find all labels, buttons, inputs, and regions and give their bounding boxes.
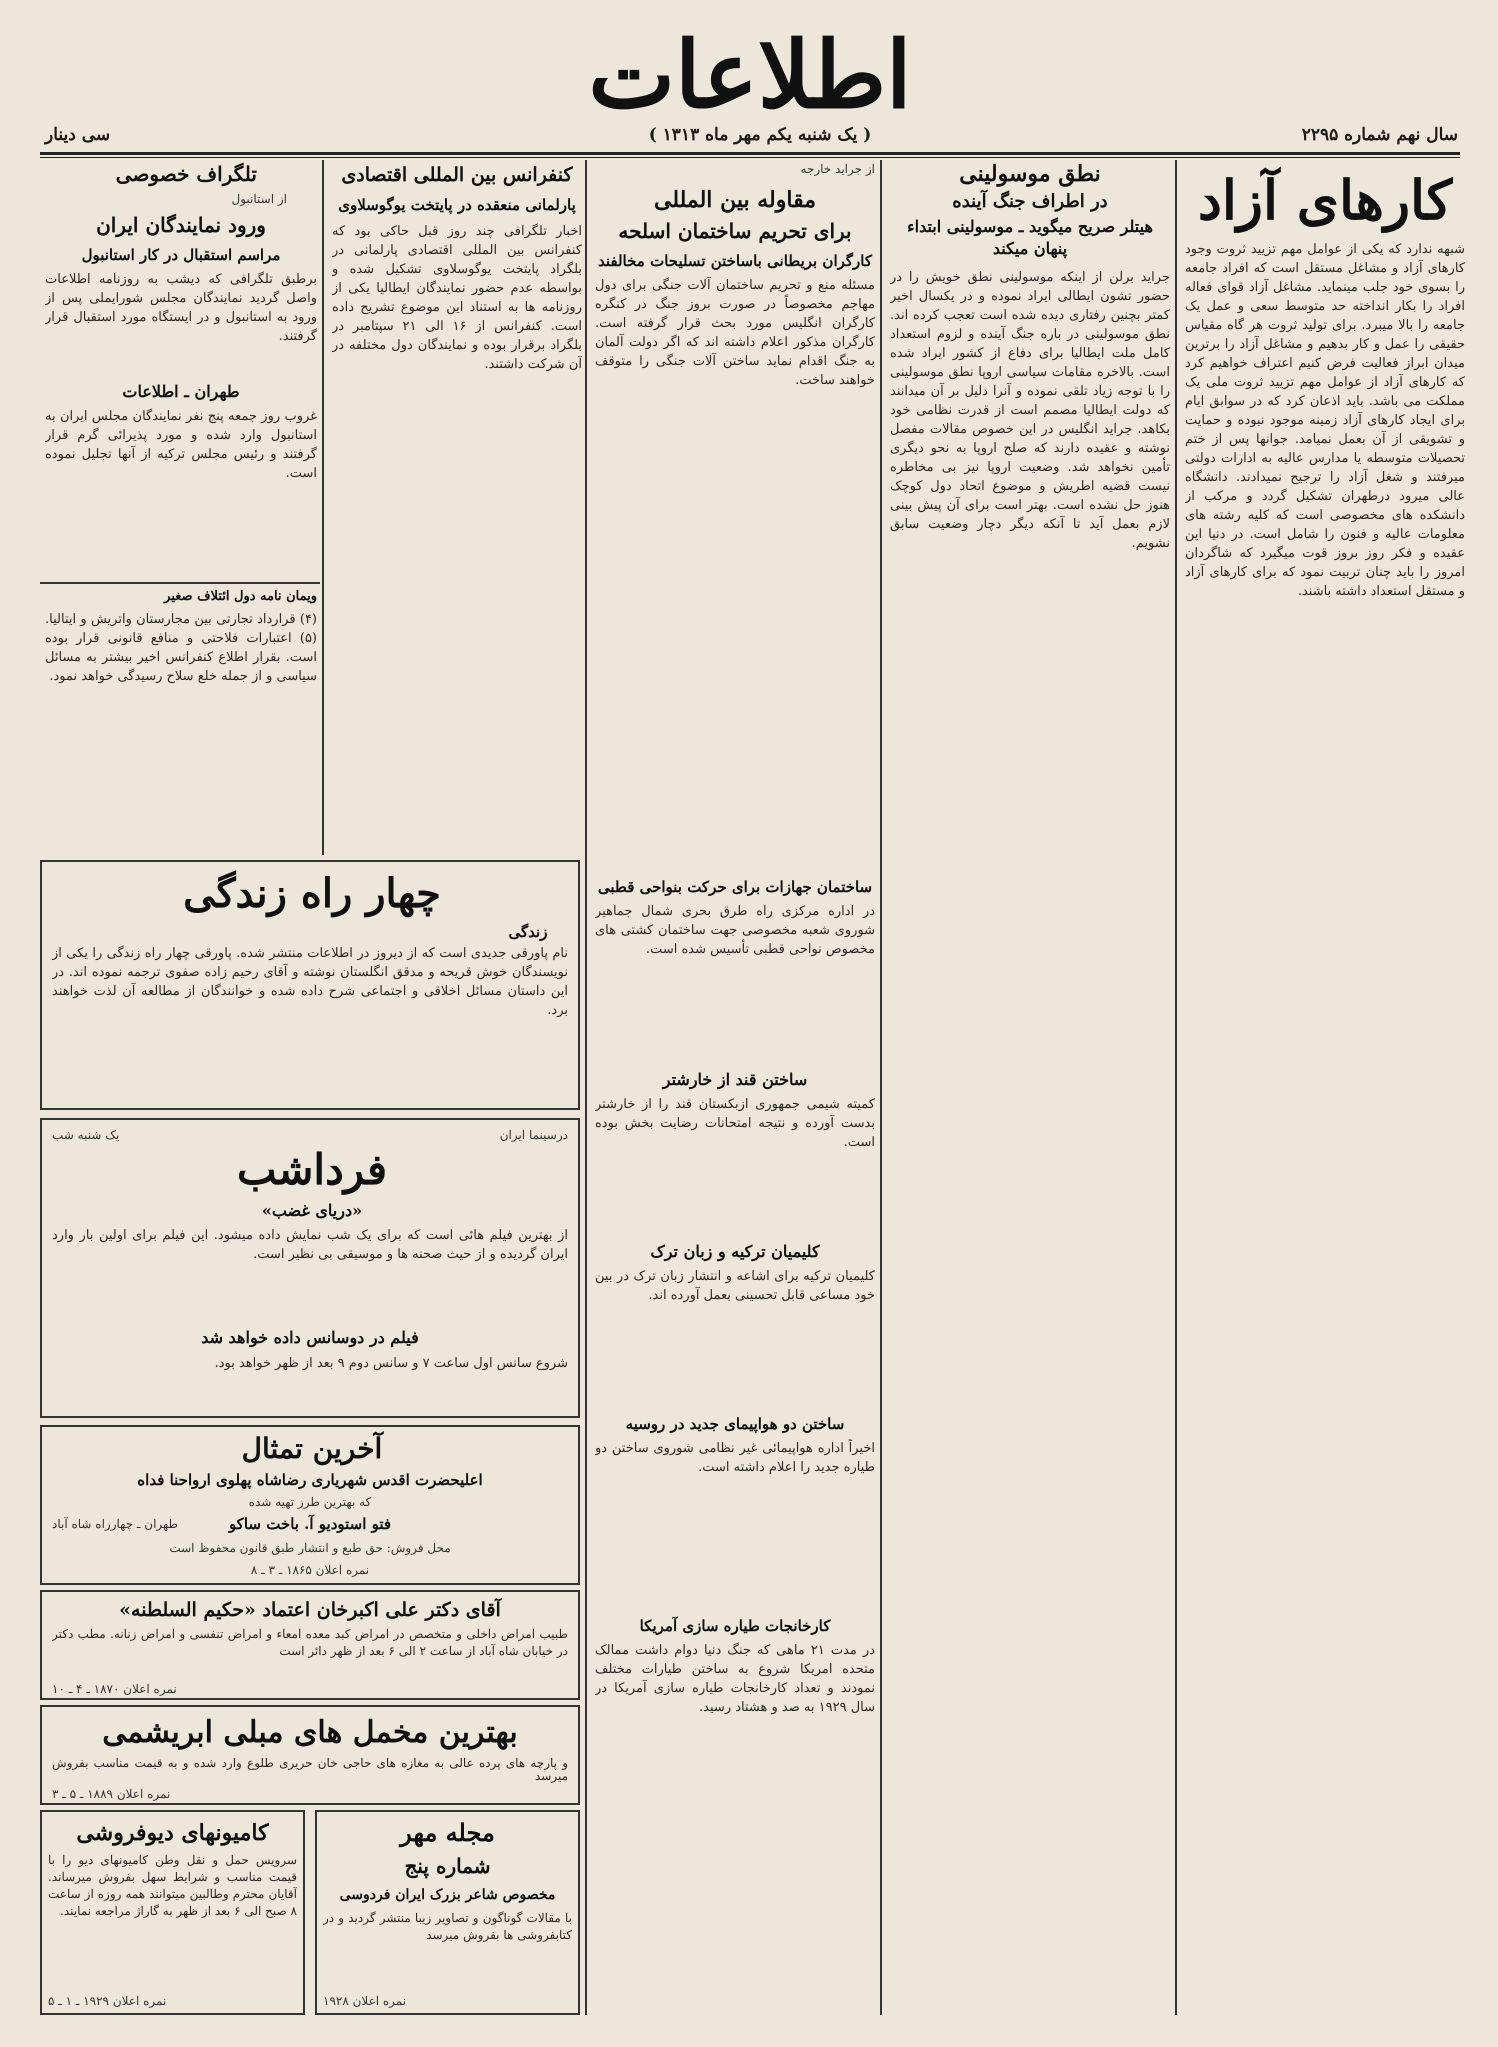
article-body: در مدت ۲۱ ماهی که جنگ دنیا دوام داشت ممالک متحده امریکا شروع به ساختن طیارات مختلف نمودند و تعداد کارخانجات طیاره سازی آمریکا در سال ۱۹۲۹ به صد و هشتاد رسید. [595, 1643, 875, 1715]
box-body: شروع سانس اول ساعت ۷ و سانس دوم ۹ بعد از ظهر خواهد بود. [214, 1356, 568, 1371]
article-source: از استانبول [231, 192, 287, 206]
ad-address: طهران ـ چهارراه شاه آباد [52, 1517, 179, 1531]
article-body: (۴) قرارداد تجارتی بین مجارستان واتریش و ایتالیا. (۵) اعتبارات فلاحتی و منافع قانونی قرار بوده است. بقرار اطلاع کنفرانس اخیر بیشتر به مسائل سیاسی و از جمله خلع سلاح رسیدگی خواهد نمود. [45, 612, 317, 684]
ad-title: کامیونهای دیوفروشی [76, 1820, 269, 1846]
ad-number: نمره اعلان ۱۸۶۵ ـ ۳ ـ ۸ [250, 1563, 370, 1577]
ad-issue: شماره پنج [404, 1854, 491, 1878]
section-heading: کارخانجات طیاره سازی آمریکا [639, 1617, 831, 1635]
article-title: مقاوله بین المللی [653, 187, 816, 213]
ad-number: نمره اعلان ۱۸۸۹ ـ ۵ ـ ۳ [52, 1787, 171, 1801]
article-deck: هیتلر صریح میگوید ـ موسولینی ابتداء پنهان میکند [907, 217, 1153, 258]
ad-number: نمره اعلان ۱۹۲۸ [323, 1994, 407, 2008]
article-subtitle: ورود نمایندگان ایران [96, 213, 266, 237]
section-heading: ساختمان جهازات برای حرکت بنواحی قطبی [597, 878, 873, 896]
article-subtitle: برای تحریم ساختمان اسلحه [618, 219, 852, 243]
box-body: از بهترین فیلم هائی است که برای یک شب نمایش داده میشود. این فیلم برای اولین بار وارد ایران گردیده و از حیث صحنه ها و موسیقی بی نظیر است. [52, 1228, 568, 1262]
section-heading: طهران ـ اطلاعات [122, 382, 240, 401]
ad-line: که بهترین طرز تهیه شده [248, 1495, 372, 1509]
ad-box [40, 1810, 305, 2015]
article-body: شبهه ندارد که یکی از عوامل مهم تزیید ثروت وجود کارهای آزاد و مشاغل مستقل است که افراد جامعه را بسوی خود جلب مینماید. مشاغل آزاد قوای فعاله افراد را بکار انداخته حد متوسط سعی و عمل یک جامعه را بالا میبرد. برای تولید ثروت هر گاه مقیاس حقیقی را عمل و کار بدهیم و مشاغل آزاد را برترین میدان ابراز فعالیت فرض کنیم اعتراف خواهیم کرد که کارهای آزاد از عوامل مهم تزیید ثروت ملی یک مملکت می باشد. باید اذعان کرد که در سوابق ایام برای ایجاد کارهای آزاد زمینه موجود نبوده و حمایت و تشویقی از آن بعمل نمیامد. جوانها پس از ختم تحصیلات متوسطه یا مدارس عالیه به ادارات دولتی میرفتند و شغل آزاد را ترجیح نمیدادند. دانشگاه عالی میرود درطهران تشکیل گردد و مرکب از دانشکده های مخصوصی است که کلیه رشته های معلومات عالیه و فنون را شامل است. در دنیا این عقیده و فکر روز بروز قوت میگیرد که شاگردان امروز را باید چنان تربیت نمود که برای کارهای آزاد و مستقل استعداد داشته باشند. [1185, 242, 1465, 599]
ad-title: آخرین تمثال [241, 1432, 383, 1465]
film-name: «دریای غضب» [261, 1201, 363, 1220]
ad-body: سرویس حمل و نقل وطن کامیونهای دیو را با قیمت مناسب و شرایط سهل بفروش میرساند. آقایان محترم وطالبین میتوانند همه روزه از ساعت ۸ صبح الی ۶ بعد از ظهر به گاراژ مراجعه نمایند. [48, 1853, 297, 1918]
ad-subtitle: مخصوص شاعر بزرک ایران فردوسی [339, 1887, 556, 1903]
column-divider [880, 160, 882, 2015]
ad-box [315, 1810, 580, 2015]
article-title: ویمان نامه دول ائتلاف صغیر [164, 589, 317, 604]
article-deck: مراسم استقبال در کار استانبول [81, 246, 281, 264]
ad-body: طبیب امراض داخلی و متخصص در امراض کبد معده امعاء و امراض تنفسی و امراض زنانه. مطب دکتر در خیابان شاه آباد از ساعت ۲ الی ۶ بعد از ظهر دائر است [52, 1627, 568, 1658]
article-body: اخبار تلگرافی چند روز قبل حاکی بود که کنفرانس بین المللی اقتصادی پارلمانی در بلگراد پایتخت یوگوسلاوی تشکیل شده و بواسطه عدم حضور نمایندگان ایطالیا یکی از روزنامه ها به استناد این موضوع تشریح داده است. کنفرانس از ۱۶ الی ۲۱ سپتامبر در بلگراد برقرار بوده و نمایندگان دول مختلفه در آن شرکت داشتند. [332, 224, 582, 372]
article-title: کنفرانس بین المللی اقتصادی [341, 164, 573, 186]
issue-date: ( یک شنبه یکم مهر ماه ۱۳۱۳ ) [648, 125, 872, 145]
ad-box [40, 1590, 580, 1700]
column-divider [585, 160, 587, 2015]
box-body: نام پاورقی جدیدی است که از دیروز در اطلاعات منتشر شده. پاورقی چهار راه زندگی را یکی از نویسندگان خوش قریحه و مدقق انگلستان نوشته و آقای رحیم زاده صفوی ترجمه نموده اند. در این داستان مسائل اخلاقی و اجتماعی شرح داده شده و خوانندگان از مطالعه آن لذت خواهند برد. [52, 946, 568, 1018]
section-heading: ساختن دو هواپیمای جدید در روسیه [625, 1415, 845, 1433]
column-divider [322, 160, 324, 855]
article-source: از جراید خارجه [800, 162, 875, 176]
cinema-name: درسینما ایران [499, 1128, 568, 1142]
ad-subtitle: اعلیحضرت اقدس شهریاری رضاشاه پهلوی ارواحنا فداه [137, 1471, 483, 1489]
ad-number: نمره اعلان ۱۸۷۰ ـ ۴ ـ ۱۰ [52, 1682, 177, 1696]
film-date: یک شنبه شب [52, 1128, 120, 1142]
article-body: کمیته شیمی جمهوری ازبکستان قند را از خارشتر بدست آورده و نتیجه امتحانات رضایت بخش بوده است. [595, 1097, 875, 1150]
ad-body: و پارچه های پرده عالی به مغازه های حاجی خان حریری طلوع وارد شده و به قیمت مناسب بفروش میرسد [52, 1757, 568, 1783]
article-body: مسئله منع و تحریم ساختمان آلات جنگی برای دول مهاجم مخصوصاً در صورت بروز جنگ در کنگره کارگران انگلیس مورد بحث قرار گرفته است. کارگران مذکور اعلام داشته اند که اگر دولت آلمان به جنگ اقدام نماید ساختن آلات جنگی را متوقف خواهند ساخت. [595, 278, 875, 388]
ad-box [40, 1425, 580, 1585]
article-title: تلگراف خصوصی [115, 162, 257, 186]
section-heading: ساختن قند از خارشتر [662, 1070, 808, 1089]
ad-title: بهترین مخمل های مبلی ابریشمی [102, 1715, 518, 1750]
ad-body: با مقالات گوناگون و تصاویر زیبا منتشر گردید و در کتابفروشی ها بفروش میرسد [323, 1911, 572, 1942]
masthead-rule [40, 152, 1460, 155]
article-body: اخیراً اداره هواپیمائی غیر نظامی شوروی ساختن دو طیاره جدید را اعلام داشته است. [595, 1441, 875, 1475]
ad-number: نمره اعلان ۱۹۲۹ ـ ۱ ـ ۵ [48, 1994, 167, 2008]
ad-body: محل فروش: حق طبع و انتشار طبق قانون محفوظ است [169, 1541, 451, 1555]
article-deck: کارگران بریطانی باساختن تسلیحات مخالفند [598, 252, 872, 270]
ad-title: مجله مهر [400, 1818, 495, 1847]
section-heading: کلیمیان ترکیه و زبان ترک [650, 1242, 820, 1261]
box-title: فرداشب [236, 1145, 388, 1194]
article-body: جراید برلن از اینکه موسولینی نطق خویش را در حضور تشون ایطالی ایراد نموده و در یکسال اخیر کمتر بچنین رفتاری دیده شده است تعجب کرده اند. نطق موسولینی در باره جنگ آینده و لزوم استعداد کامل ملت ایطالیا برای دفاع از کشور ایراد شده است. بالاخره مقامات سیاسی اروپا نطق موسولینی را با توجه زیاد تلقی نموده و آنرا دلیل بر آن میدانند که دولت ایطالیا مصمم است از قدرت نظامی خود بکاهد. جراید انگلیس در این خصوص مقالات مفصل نوشته و عقیده دارند که صلح اروپا به نحو دیگری تأمین نخواهد شد. وضعیت اروپا نیز بی مخاطره نیست قضیه اطریش و موضوع اتحاد دول کوچک هنوز حل نشده است. بهتر است برای آن پیش بینی لازم بعمل آید تا آنکه دیگر دچار وضعیت سابق نشویم. [890, 270, 1170, 551]
article-title: نطق موسولینی [959, 161, 1101, 187]
issue-number: سال نهم شماره ۲۲۹۵ [1301, 125, 1458, 145]
article-body: در اداره مرکزی راه طرق بحری شمال جماهیر شوروی شعبه مخصوصی جهت ساختمان کشتی های مخصوص نواحی قطبی تأسیس شده است. [595, 904, 875, 957]
article-title: کارهای آزاد [1197, 168, 1453, 232]
article-body: برطبق تلگرافی که دیشب به روزنامه اطلاعات واصل گردید نمایندگان مجلس شورایملی پس از ورود به استانبول و در ایستگاه مورد استقبال قرار گرفتند. [45, 272, 317, 344]
column-divider [1175, 160, 1177, 2015]
box-lead: زندگی [508, 923, 548, 941]
issue-price: سی دینار [45, 125, 111, 145]
ad-box [40, 1705, 580, 1805]
article-subtitle: پارلمانی منعقده در پایتخت یوگوسلاوی [338, 196, 576, 214]
film-box [40, 1118, 580, 1418]
divider [40, 582, 320, 584]
masthead-title: اطلاعات [588, 21, 912, 129]
article-body: غروب روز جمعه پنج نفر نمایندگان مجلس ایران به استانبول وارد شده و مورد پذیرائی گرم قرار گرفتند و رئیس مجلس ترکیه از آنها تجلیل نموده است. [45, 409, 317, 481]
article-subtitle: در اطراف جنگ آینده [952, 191, 1108, 212]
film-notice: فیلم در دوسانس داده خواهد شد [201, 1328, 419, 1347]
ad-studio: فتو استودیو آ. باخت ساکو [228, 1515, 392, 1533]
ad-title: آقای دکتر علی اکبرخان اعتماد «حکیم السلطنه» [119, 1599, 501, 1621]
masthead-rule-thin [40, 157, 1460, 158]
box-title: چهار راه زندگی [183, 870, 441, 917]
serial-box [40, 860, 580, 1110]
article-body: کلیمیان ترکیه برای اشاعه و انتشار زبان ترک در بین خود مساعی قابل تحسینی بعمل آورده اند. [595, 1269, 875, 1303]
